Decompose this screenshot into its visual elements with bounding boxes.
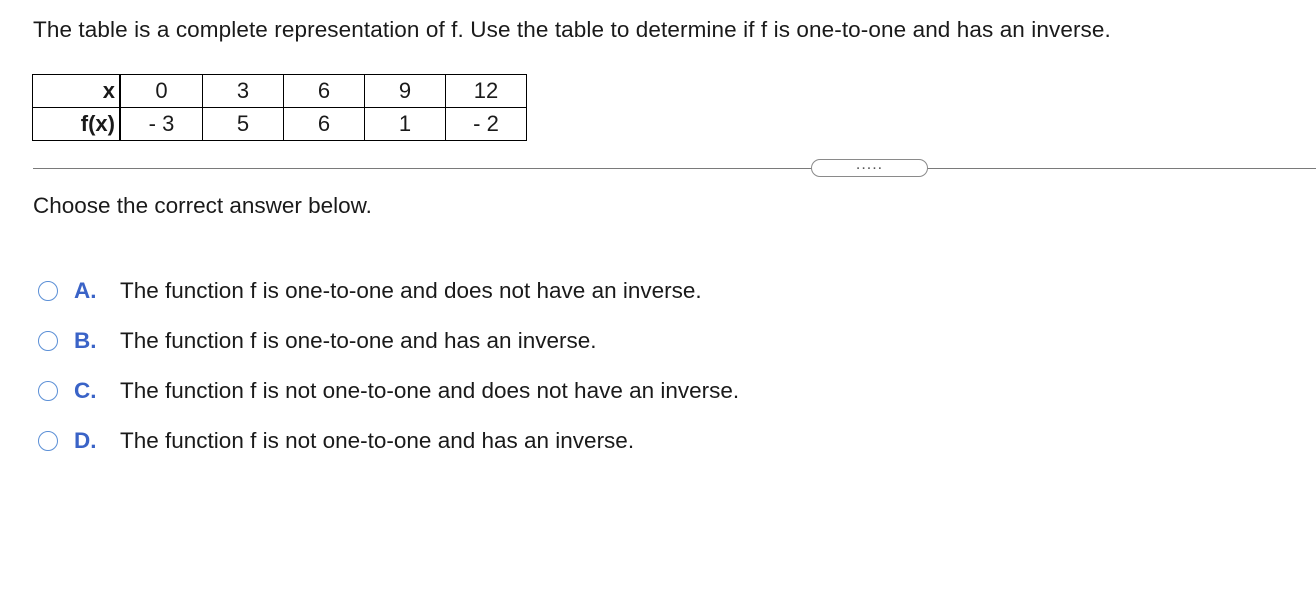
table-cell: 6	[284, 75, 365, 108]
option-text: The function f is one-to-one and has an inverse.	[120, 328, 597, 353]
answer-options	[38, 266, 739, 466]
answer-prompt: Choose the correct answer below.	[33, 193, 372, 218]
table-cell: - 2	[446, 108, 527, 141]
option-d[interactable]	[38, 416, 739, 466]
option-text: The function f is not one-to-one and does not have an inverse.	[120, 378, 740, 403]
option-letter: C.	[74, 378, 97, 403]
table-row-fx	[33, 108, 527, 141]
option-text: The function f is one-to-one and does not have an inverse.	[120, 278, 702, 303]
table-cell: 9	[365, 75, 446, 108]
option-a[interactable]	[38, 266, 739, 316]
radio-button-d[interactable]	[38, 431, 58, 451]
table-header-x: x	[33, 75, 121, 108]
table-cell: 6	[284, 108, 365, 141]
table-cell: - 3	[120, 108, 203, 141]
option-b[interactable]	[38, 316, 739, 366]
option-letter: D.	[74, 428, 97, 453]
function-table	[32, 74, 527, 141]
option-c[interactable]	[38, 366, 739, 416]
radio-button-b[interactable]	[38, 331, 58, 351]
section-divider	[33, 168, 1316, 169]
option-text: The function f is not one-to-one and has an inverse.	[120, 428, 635, 453]
option-letter: A.	[74, 278, 97, 303]
table-cell: 5	[203, 108, 284, 141]
table-header-fx: f(x)	[33, 108, 121, 141]
radio-button-a[interactable]	[38, 281, 58, 301]
table-cell: 12	[446, 75, 527, 108]
radio-button-c[interactable]	[38, 381, 58, 401]
expand-button[interactable]: .....	[811, 159, 928, 177]
question-text: The table is a complete representation of f. Use the table to determine if f is one-to-one and has an inverse.	[33, 17, 1111, 42]
table-cell: 0	[120, 75, 203, 108]
option-letter: B.	[74, 328, 97, 353]
table-row-x	[33, 75, 527, 108]
table-cell: 3	[203, 75, 284, 108]
table-cell: 1	[365, 108, 446, 141]
